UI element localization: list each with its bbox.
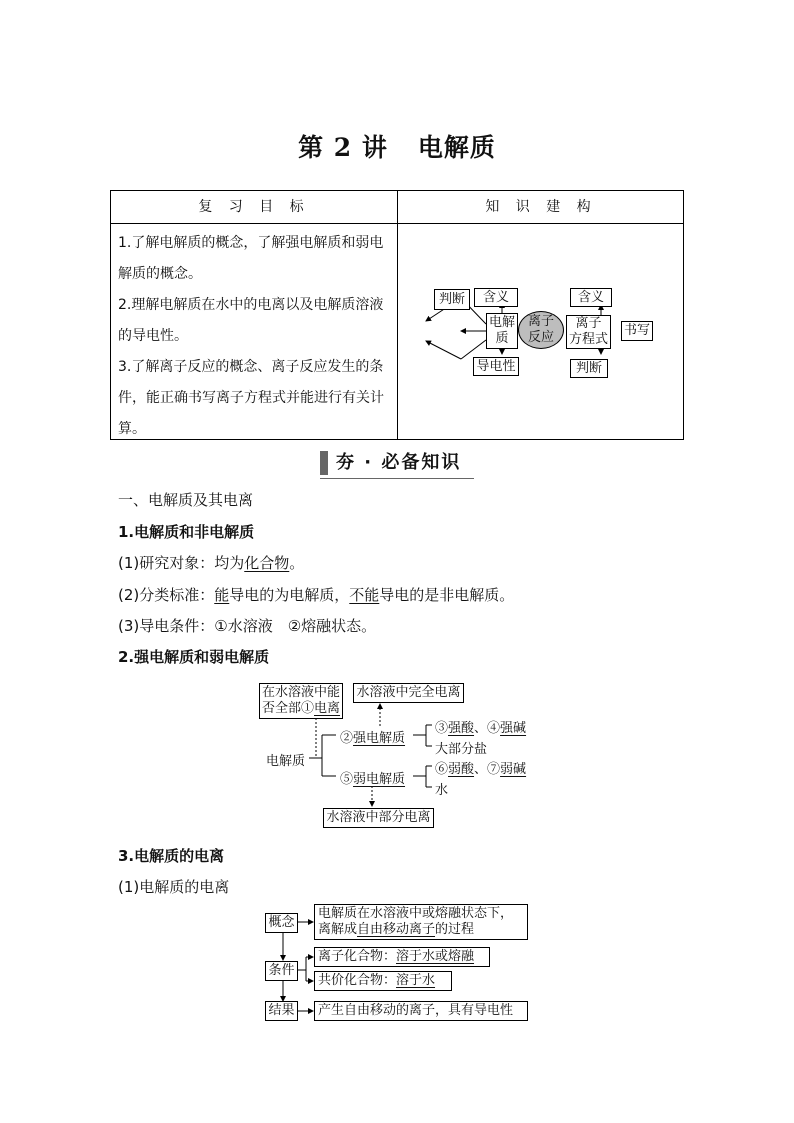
result-description-box: 产生自由移动的离子，具有导电性: [314, 1001, 528, 1021]
complete-ionization-box: 水溶液中完全电离: [353, 683, 464, 703]
title-lecture-number: 第 2 讲: [298, 133, 388, 162]
ionic-compound-condition-box: 离子化合物：溶于水或熔融: [314, 947, 490, 967]
electrolyte-root-label: 电解质: [266, 754, 306, 769]
water-label: 水: [435, 783, 449, 798]
map-write: 书写: [621, 321, 653, 341]
heading-electrolyte-ionization: 一、电解质及其电离: [118, 491, 254, 509]
table-header-knowledge-map: 知 识 建 构: [485, 199, 597, 215]
item-ionization-of-electrolytes: (1)电解质的电离: [118, 878, 230, 896]
strong-electrolyte-label: ②强电解质: [340, 731, 406, 746]
goal-item: 2.理解电解质在水中的电离以及电解质溶液的导电性。: [118, 297, 384, 344]
subheading-strong-weak-electrolytes: 2.强电解质和弱电解质: [118, 648, 270, 666]
map-meaning-right: 含义: [570, 288, 612, 307]
strong-acid-base-label: ③强酸、④强碱: [435, 721, 527, 736]
table-header-review-goals: 复 习 目 标: [198, 199, 310, 215]
map-electrolyte: 电解 质: [486, 313, 518, 349]
partial-ionization-box: 水溶液中部分电离: [323, 808, 434, 828]
goal-item: 3.了解离子反应的概念、离子反应发生的条件，能正确书写离子方程式并能进行有关计算。: [118, 359, 384, 437]
map-conductivity: 导电性: [473, 357, 519, 376]
concept-box: 概念: [265, 913, 298, 933]
section-heading-text: 夯 · 必备知识: [336, 452, 462, 473]
item-classification-standard: (2)分类标准：能导电的为电解质，不能导电的是非电解质。: [118, 586, 515, 604]
weak-acid-base-label: ⑥弱酸、⑦弱碱: [435, 762, 527, 777]
condition-box: 条件: [265, 961, 298, 981]
result-box: 结果: [265, 1001, 298, 1021]
subheading-electrolyte-nonelectrolyte: 1.电解质和非电解质: [118, 523, 255, 541]
classification-criterion-box: 在水溶液中能 否全部①电离: [259, 683, 343, 719]
map-judge-right: 判断: [570, 359, 608, 378]
subheading-electrolyte-ionization: 3.电解质的电离: [118, 847, 225, 865]
weak-electrolyte-label: ⑤弱电解质: [340, 772, 406, 787]
map-judge-left: 判断: [434, 289, 470, 310]
covalent-compound-condition-box: 共价化合物：溶于水: [314, 971, 452, 991]
title-topic: 电解质: [417, 133, 496, 162]
goal-item: 1.了解电解质的概念，了解强电解质和弱电解质的概念。: [118, 235, 384, 282]
item-research-object: (1)研究对象：均为化合物。: [118, 554, 305, 572]
item-conduction-condition: (3)导电条件：①水溶液 ②熔融状态。: [118, 617, 377, 635]
map-ionic-reaction: 离子 反应: [518, 311, 564, 349]
concept-definition-box: 电解质在水溶液中或熔融状态下， 离解成自由移动离子的过程: [314, 904, 528, 940]
map-meaning-left: 含义: [474, 288, 518, 307]
most-salts-label: 大部分盐: [435, 742, 488, 757]
map-ionic-equation: 离子 方程式: [566, 315, 611, 349]
